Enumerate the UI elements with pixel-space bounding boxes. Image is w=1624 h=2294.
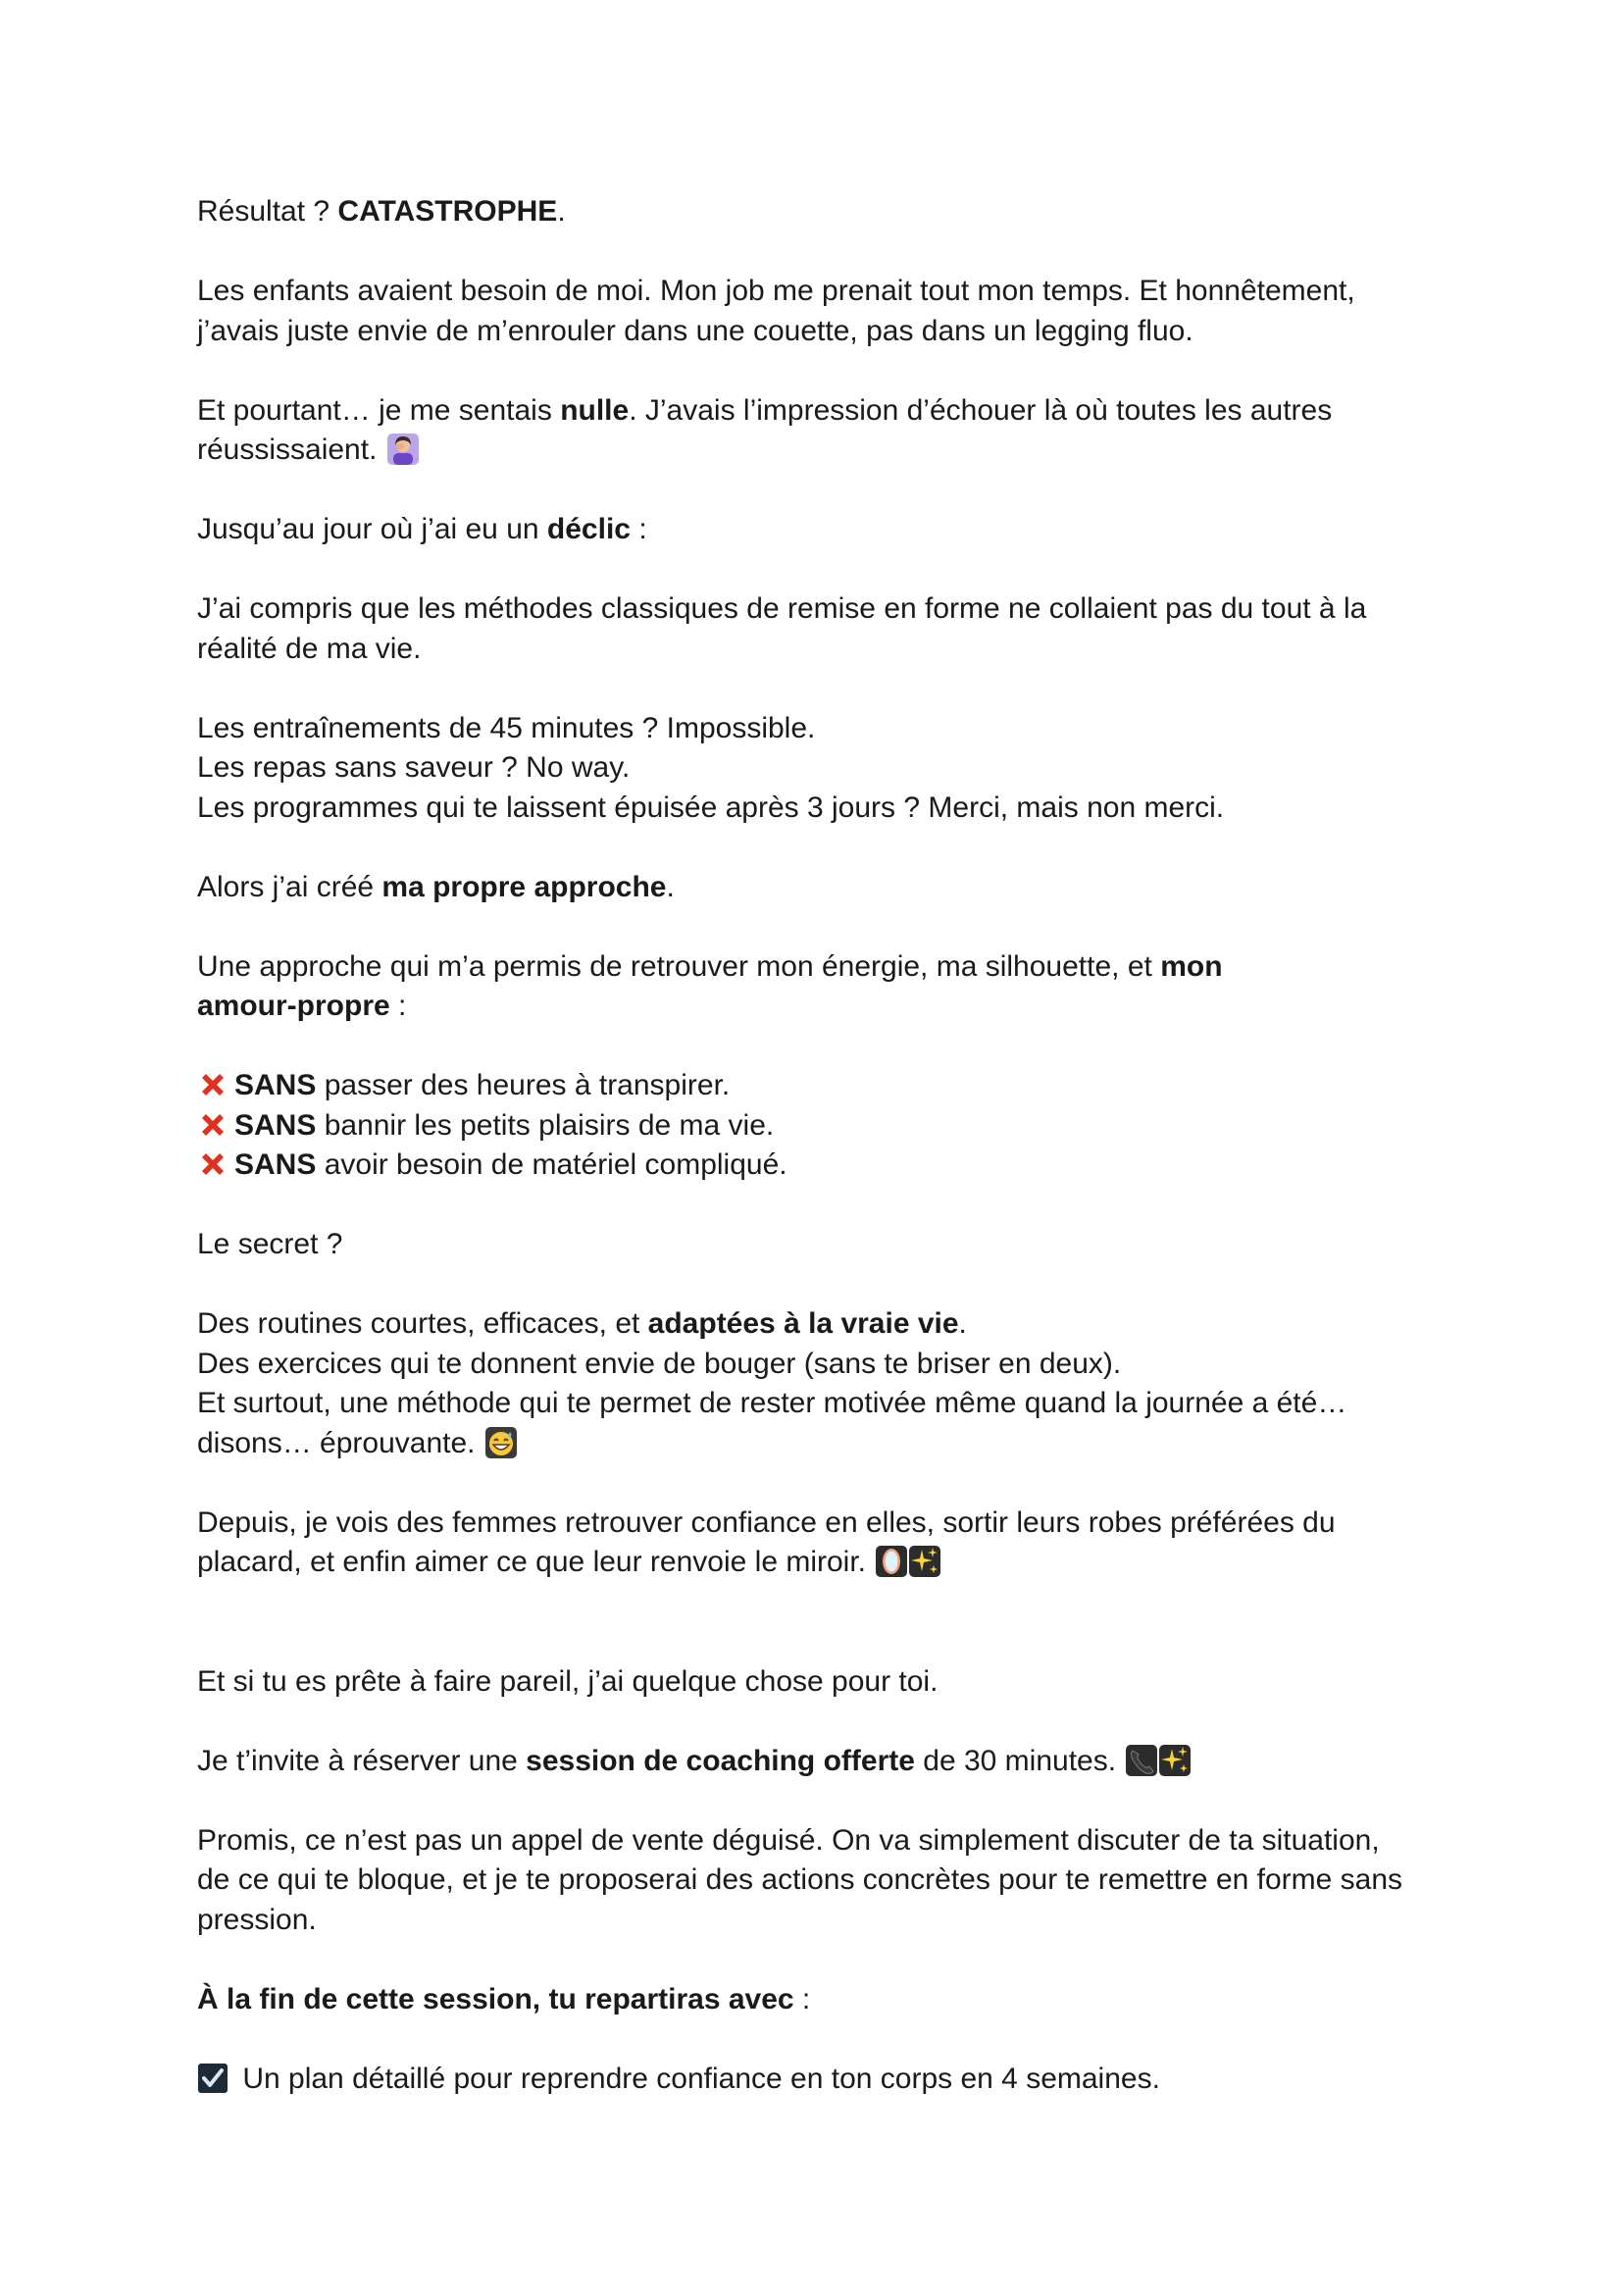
text-line: Les entraînements de 45 minutes ? Impossible. [197, 711, 816, 744]
paragraph-declic: Jusqu’au jour où j’ai eu un déclic : [197, 513, 647, 545]
check-box-icon [197, 2063, 228, 2094]
mirror-emoji-icon [876, 1546, 907, 1577]
text-line: Les enfants avaient besoin de moi. Mon job me prenait tout mon temps. Et honnêtement, [197, 275, 1355, 307]
paragraph-routines [197, 1304, 1462, 1463]
text-line: Depuis, je vois des femmes retrouver confiance en elles, sortir leurs robes préférées du [197, 1505, 1336, 1539]
cross-mark-icon [197, 1148, 228, 1180]
list-item: SANS avoir besoin de matériel compliqué. [197, 1146, 1462, 1186]
text-line: réussissaient. [197, 431, 1462, 471]
list-item: SANS passer des heures à transpirer. [197, 1066, 1462, 1106]
paragraph-children [197, 272, 1462, 351]
paragraph-women [197, 1504, 1462, 1583]
bold-text: mon [1160, 949, 1223, 983]
bold-text: ma propre approche [381, 870, 667, 903]
text-line: amour-propre : [197, 990, 407, 1022]
bold-text: nulle [560, 393, 630, 427]
text-line: de ce qui te bloque, et je te proposerai des actions concrètes pour te remettre en forme sans [197, 1863, 1403, 1896]
paragraph-promise [197, 1821, 1462, 1941]
bold-text: session de coaching offerte [526, 1744, 915, 1777]
text-line: j’avais juste envie de m’enrouler dans une couette, pas dans un legging fluo. [197, 314, 1193, 347]
cross-mark-icon [197, 1109, 228, 1141]
paragraph-understood [197, 589, 1462, 669]
paragraph-approach: Alors j’ai créé ma propre approche. [197, 870, 675, 903]
paragraph-result [197, 192, 1462, 232]
sans-list [197, 1066, 1462, 1186]
text: Résultat ? [197, 195, 338, 228]
bold-text: CATASTROPHE [337, 195, 558, 228]
text-line: Les programmes qui te laissent épuisée après 3 jours ? Merci, mais non merci. [197, 790, 1225, 824]
text-line: disons… éprouvante. [197, 1424, 1462, 1464]
list-item: SANS bannir les petits plaisirs de ma vie. [197, 1106, 1462, 1147]
text-line: Les repas sans saveur ? No way. [197, 751, 631, 784]
bold-text: amour-propre [197, 990, 390, 1022]
text-line: pression. [197, 1903, 317, 1936]
bold-text: À la fin de cette session, tu repartiras avec [197, 1982, 794, 2015]
text-line: Des exercices qui te donnent envie de bouger (sans te briser en deux). [197, 1347, 1122, 1380]
bold-text: déclic [546, 513, 631, 545]
paragraph-offer-intro: Et si tu es prête à faire pareil, j’ai quelque chose pour toi. [197, 1664, 939, 1698]
text-line: réalité de ma vie. [197, 632, 422, 665]
sparkles-emoji-icon [909, 1546, 940, 1577]
text: . [557, 195, 566, 228]
paragraph-plan: Un plan détaillé pour reprendre confiance en ton corps en 4 semaines. [197, 2060, 1462, 2100]
text-line: Promis, ce n’est pas un appel de vente déguisé. On va simplement discuter de ta situation, [197, 1823, 1380, 1857]
grinning-sweat-emoji-icon [485, 1427, 517, 1458]
bold-text: adaptées à la vraie vie [647, 1307, 959, 1340]
text-line: Des routines courtes, efficaces, et adaptées à la vraie vie. [197, 1307, 967, 1340]
cross-mark-icon [197, 1069, 228, 1100]
text-line: J’ai compris que les méthodes classiques de remise en forme ne collaient pas du tout à la [197, 592, 1367, 625]
phone-emoji-icon [1126, 1745, 1157, 1776]
text-line: placard, et enfin aimer ce que leur renvoie le miroir. [197, 1543, 1462, 1583]
facepalm-emoji-icon [387, 433, 419, 465]
text-line: Une approche qui m’a permis de retrouver mon énergie, ma silhouette, et mon [197, 949, 1223, 983]
paragraph-feeling [197, 391, 1462, 471]
paragraph-coaching: Je t’invite à réserver une session de coaching offerte de 30 minutes. [197, 1742, 1462, 1782]
text-line: Et pourtant… je me sentais nulle. J’avais l’impression d’échouer là où toutes les autres [197, 393, 1333, 427]
paragraph-approach-detail [197, 947, 1462, 1027]
paragraph-trainings [197, 709, 1462, 829]
paragraph-secret: Le secret ? [197, 1228, 343, 1260]
paragraph-end-session: À la fin de cette session, tu repartiras avec : [197, 1982, 811, 2015]
text-line: Et surtout, une méthode qui te permet de rester motivée même quand la journée a été… [197, 1387, 1347, 1419]
document-body [197, 192, 1462, 2139]
sparkles-emoji-icon [1159, 1745, 1191, 1776]
